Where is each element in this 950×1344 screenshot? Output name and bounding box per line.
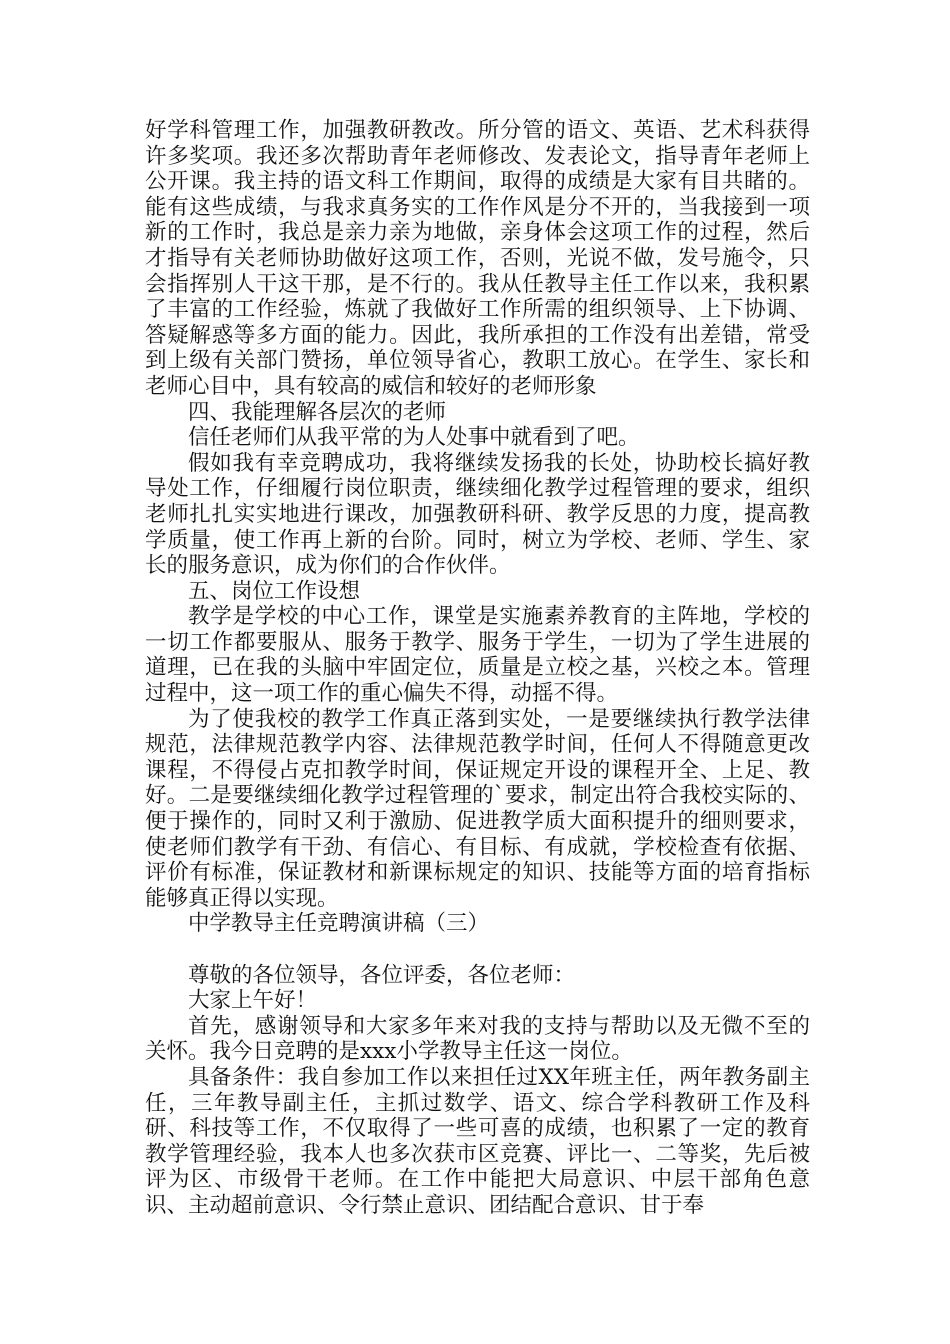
salutation: 尊敬的各位领导，各位评委，各位老师： [188,962,576,988]
paragraph: 好学科管理工作，加强教研教改。所分管的语文、英语、艺术科获得许多奖项。我还多次帮助青年老师修改、发表论文，指导青年老师上公开课。我主持的语文科工作期间，取得的成绩是大家有目共睹的。能有这些成绩，与我求真务实的工作作风是分不开的，当我接到一项新的工作时，我总是亲力亲为地做，亲身体会这项工作的过程，然后才指导有关老师协助做好这项工作，否则，光说不做，发号施令，只会指挥别人干这干那，是不行的。我从任教导主任工作以来，我积累了丰富的工作经验，炼就了我做好工作所需的组织领导、上下协调、答疑解惑等多方面的能力。因此，我所承担的工作没有出差错，常受到上级有关部门赞扬，单位领导省心，教职工放心。在学生、家长和老师心目中，具有较高的威信和较好的老师形象 [145,118,810,399]
paragraph: 为了使我校的教学工作真正落到实处，一是要继续执行教学法律规范，法律规范教学内容、法律规范教学时间，任何人不得随意更改课程，不得侵占克扣教学时间，保证规定开设的课程开全、上足、教好。二是要继续细化教学过程管理的`要求，制定出符合我校实际的、便于操作的，同时又利于激励、促进教学质大面积提升的细则要求，使老师们教学有干劲、有信心、有目标、有成就，学校检查有依据、评价有标准，保证教材和新课标规定的知识、技能等方面的培育指标能够真正得以实现。 [145,706,810,911]
blank-line [145,937,810,963]
speech-title: 中学教导主任竞聘演讲稿（三） [188,911,490,937]
document-body [145,118,810,1219]
paragraph: 假如我有幸竞聘成功，我将继续发扬我的长处，协助校长搞好教导处工作，仔细履行岗位职责，继续细化教学过程管理的要求，组织老师扎扎实实地进行课改，加强教研科研、教学反思的力度，提高教学质量，使工作再上新的台阶。同时，树立为学校、老师、学生、家长的服务意识，成为你们的合作伙伴。 [145,450,810,579]
section-heading: 五、岗位工作设想 [188,578,361,604]
paragraph: 教学是学校的中心工作，课堂是实施素养教育的主阵地，学校的一切工作都要服从、服务于教学、服务于学生，一切为了学生进展的道理，已在我的头脑中牢固定位，质量是立校之基，兴校之本。管理过程中，这一项工作的重心偏失不得，动摇不得。 [145,604,810,707]
paragraph: 信任老师们从我平常的为人处事中就看到了吧。 [188,425,640,451]
section-heading: 四、我能理解各层次的老师 [188,399,447,425]
paragraph: 具备条件：我自参加工作以来担任过XX年班主任，两年教务副主任，三年教导副主任，主抓过数学、语文、综合学科教研工作及科研、科技等工作，不仅取得了一些可喜的成绩，也积累了一定的教育教学管理经验，我本人也多次获市区竞赛、评比一、二等奖，先后被评为区、市级骨干老师。在工作中能把大局意识、中层干部角色意识、主动超前意识、令行禁止意识、团结配合意识、甘于奉 [145,1064,810,1218]
paragraph: 首先，感谢领导和大家多年来对我的支持与帮助以及无微不至的关怀。我今日竞聘的是xxx小学教导主任这一岗位。 [145,1013,810,1065]
greeting: 大家上午好！ [188,988,318,1014]
